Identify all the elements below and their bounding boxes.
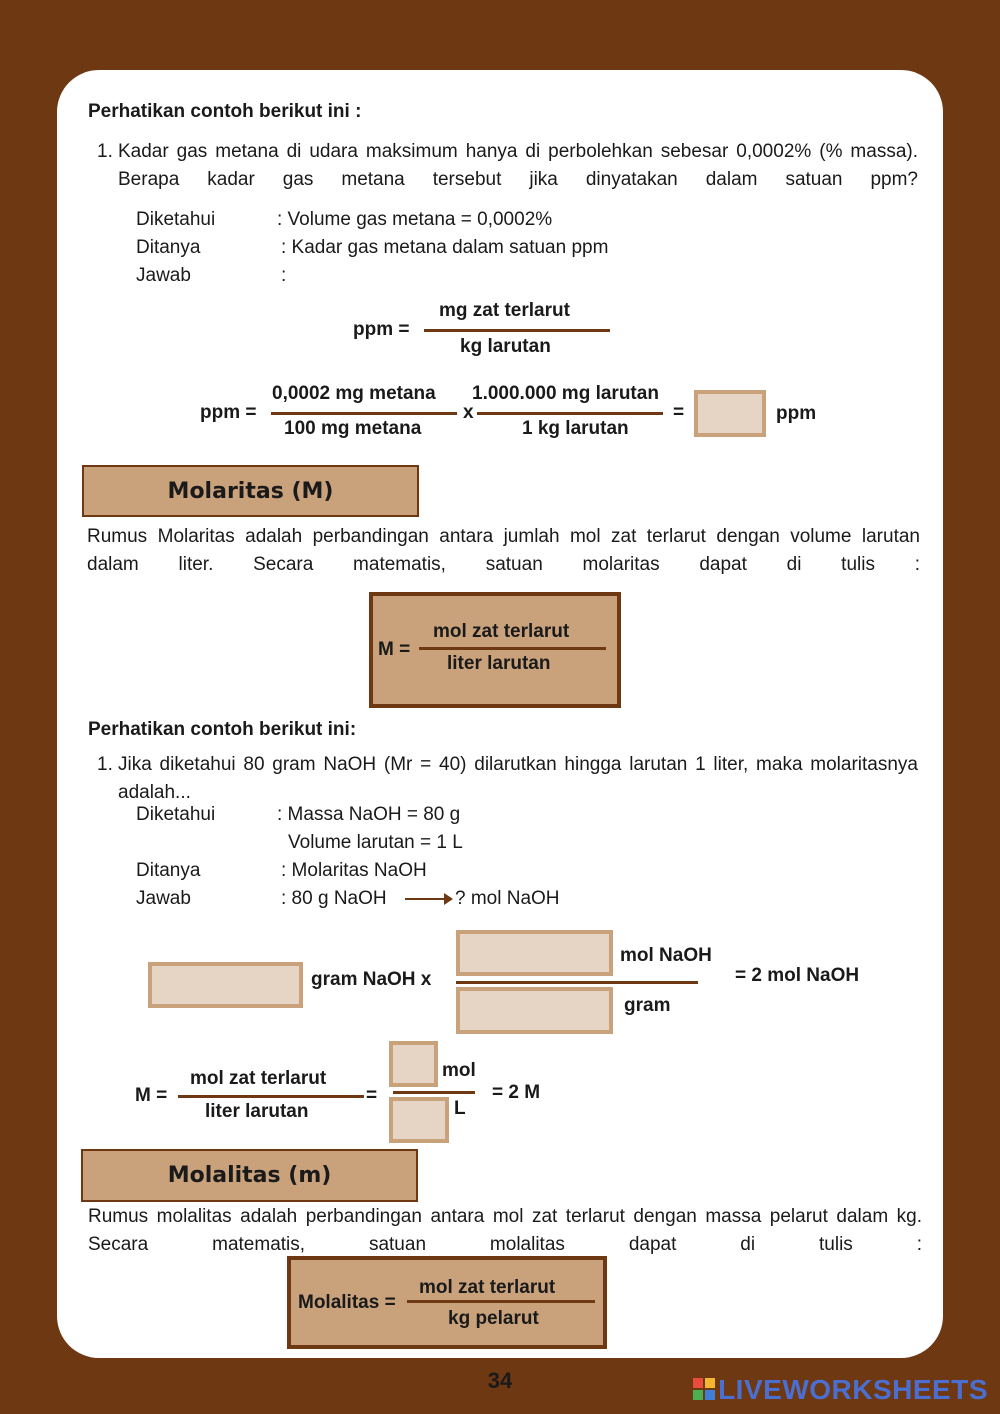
molaritas-section-title: Molaritas (M) xyxy=(82,465,419,517)
liter-value-input[interactable] xyxy=(389,1097,449,1143)
molarity-calc-numerator-unit: mol xyxy=(442,1060,476,1081)
example2-diketahui-value1: : Massa NaOH = 80 g xyxy=(277,804,461,825)
molaritas-description: Rumus Molaritas adalah perbandingan antara jumlah mol zat terlarut dengan volume larutan dalam liter. Secara matematis, satuan molaritas dapat di tulis : xyxy=(87,526,920,575)
mol-ratio-numerator-input[interactable] xyxy=(456,930,613,976)
molalitas-formula-lhs: Molalitas = xyxy=(298,1292,396,1313)
example1-jawab-label: Jawab xyxy=(136,265,191,286)
molarity-calc-lhs: M = xyxy=(135,1085,168,1106)
ppm-calc-denominator2: 1 kg larutan xyxy=(522,418,629,439)
ppm-formula-numerator: mg zat terlarut xyxy=(439,300,570,321)
ppm-answer-input[interactable] xyxy=(694,390,766,437)
ppm-calc-numerator1: 0,0002 mg metana xyxy=(272,383,436,404)
liveworksheets-logo-icon xyxy=(693,1378,715,1400)
example2-diketahui-label: Diketahui xyxy=(136,804,216,825)
ppm-calc-unit: ppm xyxy=(776,403,817,424)
example2-jawab-value-end: ? mol NaOH xyxy=(455,888,560,909)
mol-value-input[interactable] xyxy=(389,1041,438,1087)
example1-diketahui-value: : Volume gas metana = 0,0002% xyxy=(277,209,553,230)
conversion-denominator-unit: gram xyxy=(624,995,671,1016)
liveworksheets-brand[interactable]: LIVEWORKSHEETS xyxy=(718,1374,988,1405)
molaritas-formula-denominator: liter larutan xyxy=(447,653,551,674)
example2-jawab-value-start: : 80 g NaOH xyxy=(281,888,387,909)
right-arrow-icon xyxy=(405,898,451,900)
example2-diketahui-value2: Volume larutan = 1 L xyxy=(288,832,463,853)
mol-ratio-denominator-input[interactable] xyxy=(456,987,613,1034)
example2-ditanya-label: Ditanya xyxy=(136,860,201,881)
ppm-calc-numerator2: 1.000.000 mg larutan xyxy=(472,383,659,404)
molalitas-section-title: Molalitas (m) xyxy=(81,1149,418,1202)
example2-ditanya-value: : Molaritas NaOH xyxy=(281,860,427,881)
example1-question: Kadar gas metana di udara maksimum hanya di perbolehkan sebesar 0,0002% (% massa). Berapa kadar gas metana tersebut jika dinyatakan dalam satuan ppm? xyxy=(118,141,918,190)
ppm-formula-fraction-line xyxy=(424,329,610,332)
example2-jawab-label: Jawab xyxy=(136,888,191,909)
example1-ditanya-value: : Kadar gas metana dalam satuan ppm xyxy=(281,237,609,258)
molalitas-description: Rumus molalitas adalah perbandingan antara mol zat terlarut dengan massa pelarut dalam kg. Secara matematis, satuan molalitas dapat di tulis : xyxy=(88,1206,922,1255)
molarity-calc-equals: = xyxy=(366,1085,378,1106)
molarity-calc-fraction-line2 xyxy=(393,1091,475,1094)
molarity-calc-result: = 2 M xyxy=(492,1082,541,1103)
conversion-result: = 2 mol NaOH xyxy=(735,965,860,986)
molaritas-formula-lhs: M = xyxy=(378,639,411,660)
mass-input[interactable] xyxy=(148,962,303,1008)
example2-number: 1. xyxy=(97,754,113,775)
example1-jawab-value: : xyxy=(281,265,287,286)
example1-heading: Perhatikan contoh berikut ini : xyxy=(88,101,362,122)
worksheet-page xyxy=(57,70,943,1358)
ppm-formula-denominator: kg larutan xyxy=(460,336,551,357)
ppm-calc-times: x xyxy=(463,402,474,423)
example1-ditanya-label: Ditanya xyxy=(136,237,201,258)
molarity-calc-denominator: liter larutan xyxy=(205,1101,309,1122)
ppm-calc-lhs: ppm = xyxy=(200,402,257,423)
ppm-calc-denominator1: 100 mg metana xyxy=(284,418,422,439)
molalitas-formula-numerator: mol zat terlarut xyxy=(419,1277,556,1298)
molalitas-formula-denominator: kg pelarut xyxy=(448,1308,539,1329)
example1-number: 1. xyxy=(97,141,113,162)
molalitas-formula-fraction-line xyxy=(407,1300,595,1303)
ppm-formula-lhs: ppm = xyxy=(353,319,410,340)
conversion-fraction-line xyxy=(456,981,698,984)
conversion-middle-text: gram NaOH x xyxy=(311,969,432,990)
molaritas-formula-numerator: mol zat terlarut xyxy=(433,621,570,642)
example2-heading: Perhatikan contoh berikut ini: xyxy=(88,719,357,740)
page-number: 34 xyxy=(487,1368,513,1393)
molarity-calc-numerator: mol zat terlarut xyxy=(190,1068,327,1089)
ppm-calc-equals: = xyxy=(673,402,685,423)
conversion-numerator-unit: mol NaOH xyxy=(620,945,712,966)
molarity-calc-denominator-unit: L xyxy=(454,1098,466,1119)
example2-question: Jika diketahui 80 gram NaOH (Mr = 40) dilarutkan hingga larutan 1 liter, maka molaritasnya adalah... xyxy=(118,754,918,803)
example1-diketahui-label: Diketahui xyxy=(136,209,216,230)
